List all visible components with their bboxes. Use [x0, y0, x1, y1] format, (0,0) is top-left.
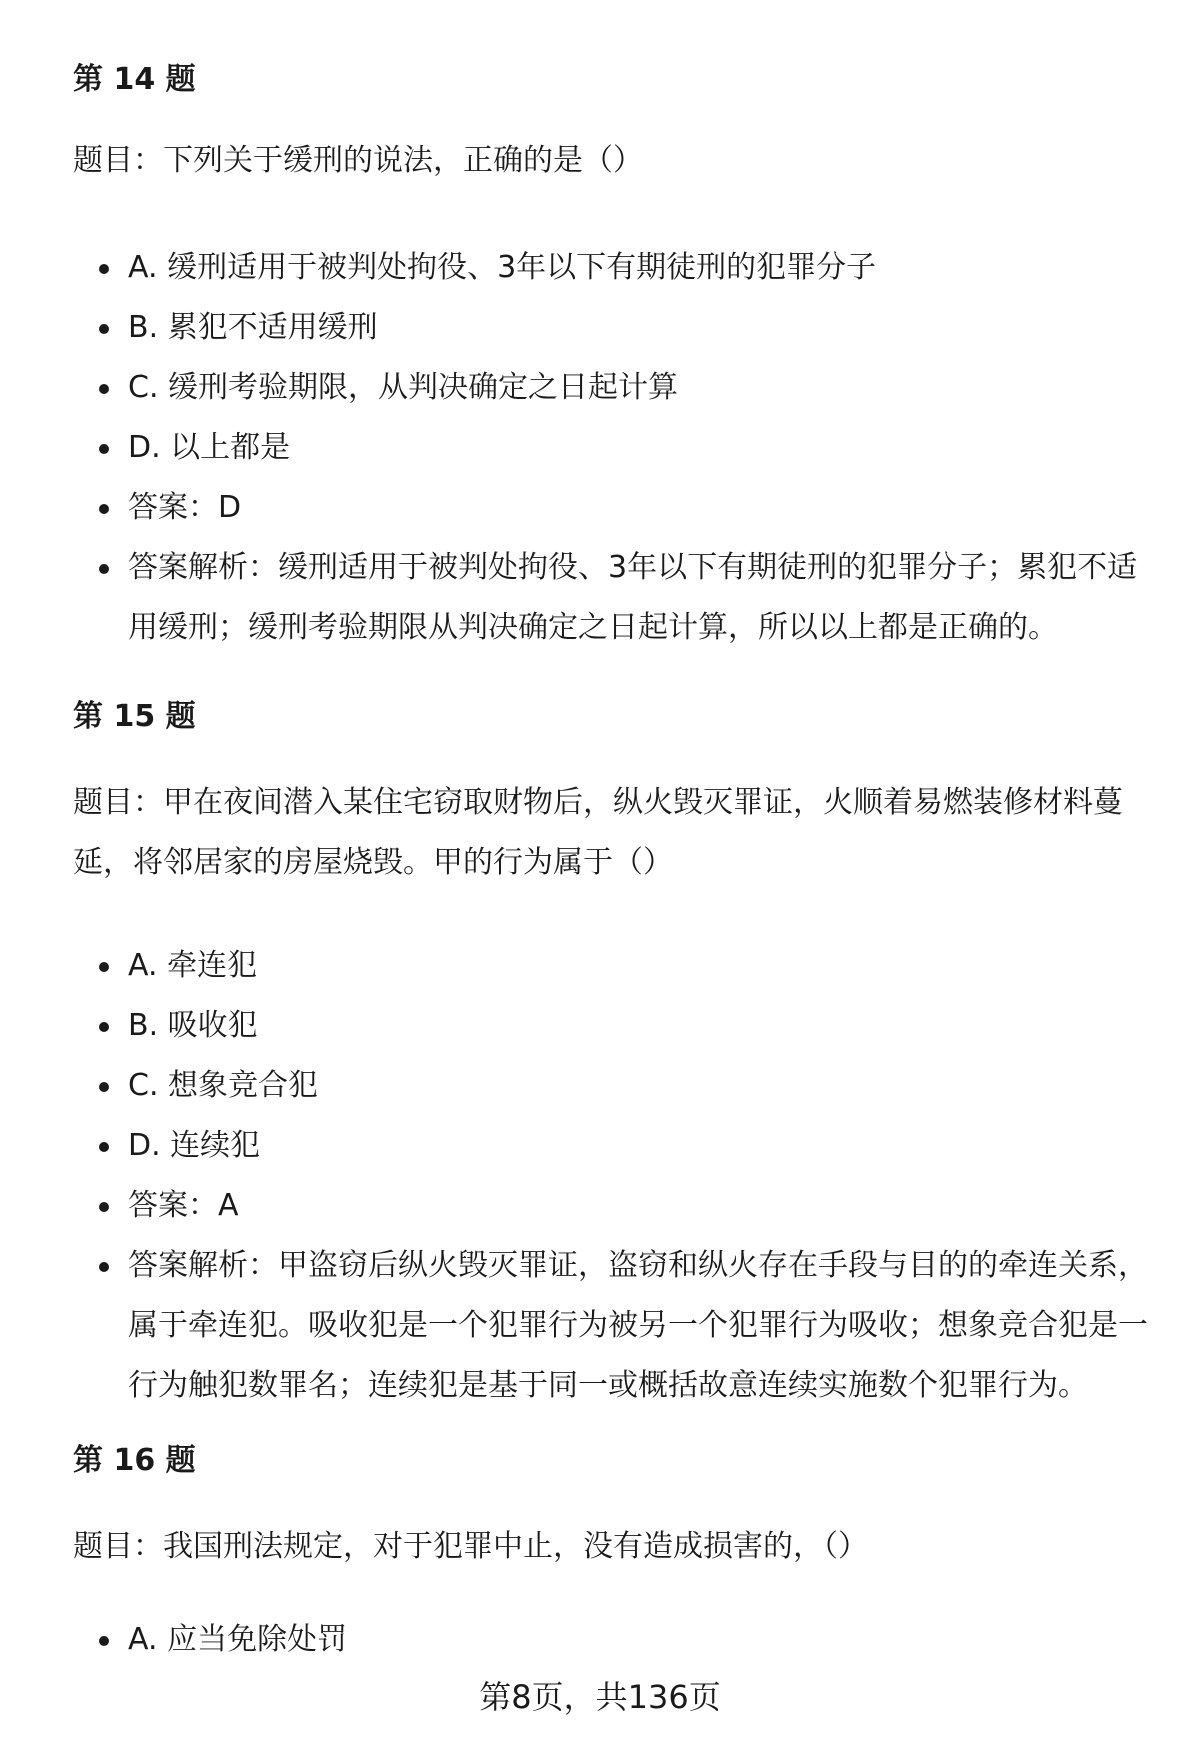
bullet-icon: [99, 1636, 109, 1646]
bullet-icon: [99, 1022, 109, 1032]
bullet-icon: [99, 1082, 109, 1092]
bullet-icon: [99, 1262, 109, 1272]
option-list: [73, 936, 1153, 1416]
question-stem: 题目：我国刑法规定，对于犯罪中止，没有造成损害的，（）: [73, 1529, 868, 1564]
option-list: [73, 238, 1153, 658]
option-b: B. 吸收犯: [73, 996, 1153, 1056]
option-a: A. 应当免除处罚: [73, 1610, 1153, 1670]
answer: 答案：A: [73, 1176, 1153, 1236]
bullet-icon: [99, 324, 109, 334]
option-d: D. 连续犯: [73, 1116, 1153, 1176]
bullet-icon: [99, 264, 109, 274]
option-a: A. 牵连犯: [73, 936, 1153, 996]
question-heading: 第 14 题: [73, 62, 196, 97]
answer: 答案：D: [73, 478, 1153, 538]
option-b: B. 累犯不适用缓刑: [73, 298, 1153, 358]
bullet-icon: [99, 444, 109, 454]
option-a: A. 缓刑适用于被判处拘役、3年以下有期徒刑的犯罪分子: [73, 238, 1153, 298]
bullet-icon: [99, 1142, 109, 1152]
bullet-icon: [99, 962, 109, 972]
bullet-icon: [99, 504, 109, 514]
option-list: [73, 1610, 1153, 1670]
question-stem: 题目：甲在夜间潜入某住宅窃取财物后，纵火毁灭罪证，火顺着易燃装修材料蔓延，将邻居家的房屋烧毁。甲的行为属于（）: [73, 785, 1123, 880]
question-heading: 第 16 题: [73, 1443, 196, 1478]
option-c: C. 想象竞合犯: [73, 1056, 1153, 1116]
option-d: D. 以上都是: [73, 418, 1153, 478]
option-c: C. 缓刑考验期限，从判决确定之日起计算: [73, 358, 1153, 418]
answer-explanation: 答案解析：缓刑适用于被判处拘役、3年以下有期徒刑的犯罪分子；累犯不适用缓刑；缓刑考验期限从判决确定之日起计算，所以以上都是正确的。: [73, 538, 1153, 658]
bullet-icon: [99, 384, 109, 394]
question-heading: 第 15 题: [73, 699, 196, 734]
bullet-icon: [99, 564, 109, 574]
bullet-icon: [99, 1202, 109, 1212]
answer-explanation: 答案解析：甲盗窃后纵火毁灭罪证，盗窃和纵火存在手段与目的的牵连关系，属于牵连犯。吸收犯是一个犯罪行为被另一个犯罪行为吸收；想象竞合犯是一行为触犯数罪名；连续犯是基于同一或概括故意连续实施数个犯罪行为。: [73, 1236, 1153, 1416]
page-footer: 第8页，共136页: [479, 1678, 721, 1716]
question-stem: 题目：下列关于缓刑的说法，正确的是（）: [73, 143, 643, 178]
